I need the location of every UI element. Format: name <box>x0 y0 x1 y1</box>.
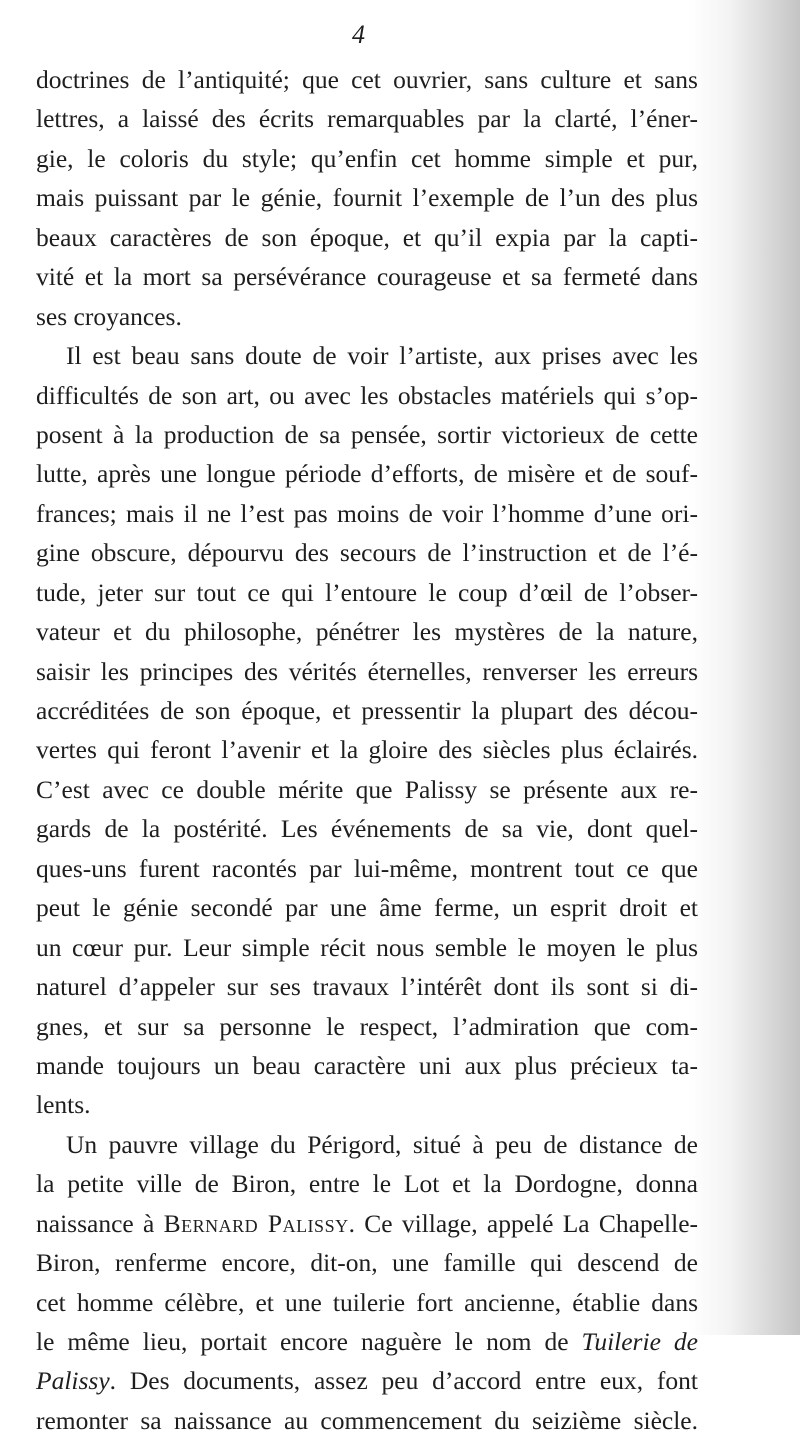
text-segment: . Ce village, appelé La Chapelle- <box>348 1208 698 1238</box>
text-line: posent à la production de sa pensée, sortir victorieux de cette <box>36 419 698 449</box>
text-line: lents. <box>36 1090 91 1120</box>
text-line: frances; mais il ne l’est pas moins de voir l’homme d’une ori- <box>36 498 698 528</box>
text-line: difficultés de son art, ou avec les obstacles matériels qui s’op- <box>36 380 698 410</box>
text-segment: naissance à <box>36 1208 164 1238</box>
text-line: saisir les principes des vérités éternelles, renverser les erreurs <box>36 656 698 686</box>
text-line: lutte, après une longue période d’efforts, de misère et de souf- <box>36 459 698 489</box>
text-line <box>36 1204 698 1243</box>
text-line: gine obscure, dépourvu des secours de l’instruction et de l’é- <box>36 538 698 568</box>
italic-place-name: Palissy <box>36 1366 110 1396</box>
text-line: ques-uns furent racontés par lui-même, montrent tout ce que <box>36 853 698 883</box>
text-line: Biron, renferme encore, dit-on, une famille qui descend de <box>36 1248 698 1278</box>
text-line: gie, le coloris du style; qu’enfin cet homme simple et pur, <box>36 143 698 173</box>
text-line: vateur et du philosophe, pénétrer les mystères de la nature, <box>36 617 698 647</box>
text-segment: . Des documents, assez peu d’accord entre eux, font <box>109 1366 698 1396</box>
text-line: vité et la mort sa persévérance courageuse et sa fermeté dans <box>36 262 698 292</box>
text-line: un cœur pur. Leur simple récit nous semble le moyen le plus <box>36 932 698 962</box>
text-line: la petite ville de Biron, entre le Lot et la Dordogne, donna <box>36 1169 698 1199</box>
text-line: mande toujours un beau caractère uni aux plus précieux ta- <box>36 1050 698 1080</box>
body-text <box>36 60 698 1440</box>
text-line: gnes, et sur sa personne le respect, l’admiration que com- <box>36 1011 698 1041</box>
text-line: vertes qui feront l’avenir et la gloire des siècles plus éclairés. <box>36 735 698 765</box>
text-line: doctrines de l’antiquité; que cet ouvrier, sans culture et sans <box>36 65 698 94</box>
text-line: cet homme célèbre, et une tuilerie fort ancienne, établie dans <box>36 1287 698 1317</box>
text-line <box>36 1322 698 1361</box>
text-line: gards de la postérité. Les événements de sa vie, dont quel- <box>36 814 698 844</box>
text-line: naturel d’appeler sur ses travaux l’intérêt dont ils sont si di- <box>36 972 698 1002</box>
text-line <box>36 1361 698 1400</box>
paragraph-start-line: Un pauvre village du Périgord, situé à peu de distance de <box>66 1129 698 1159</box>
page-number: 4 <box>352 20 365 49</box>
author-name: Bernard Palissy <box>163 1208 349 1238</box>
text-line: lettres, a laissé des écrits remarquables par la clarté, l’éner- <box>36 104 698 134</box>
text-line: C’est avec ce double mérite que Palissy se présente aux re- <box>36 774 698 804</box>
text-line: tude, jeter sur tout ce qui l’entoure le coup d’œil de l’obser- <box>36 577 698 607</box>
text-segment: le même lieu, portait encore naguère le nom de <box>36 1327 582 1356</box>
text-line: mais puissant par le génie, fournit l’exemple de l’un des plus <box>36 183 698 213</box>
paragraph-start-line: Il est beau sans doute de voir l’artiste, aux prises avec les <box>66 341 698 371</box>
text-line: accréditées de son époque, et pressentir la plupart des décou- <box>36 696 698 725</box>
text-line: beaux caractères de son époque, et qu’il expia par la capti- <box>36 222 698 252</box>
italic-place-name: Tuilerie de <box>581 1327 698 1356</box>
text-line: remonter sa naissance au commencement du seizième siècle. <box>36 1405 698 1435</box>
text-line: ses croyances. <box>36 301 182 331</box>
text-line: peut le génie secondé par une âme ferme, un esprit droit et <box>36 893 698 923</box>
